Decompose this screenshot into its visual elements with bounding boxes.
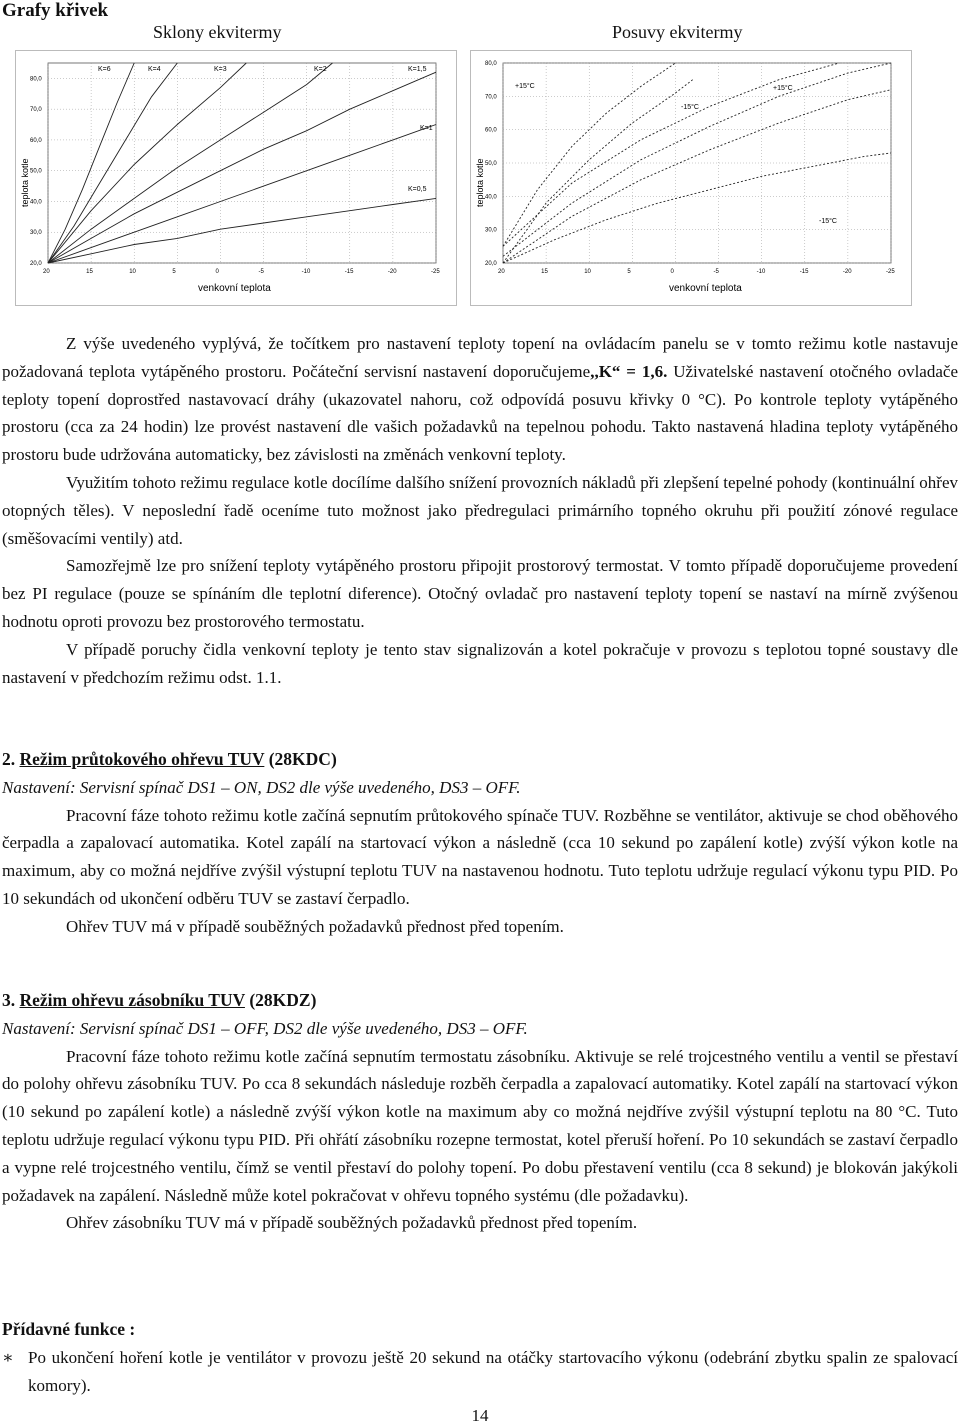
chart-slopes-ytick: 30,0 [30, 230, 42, 237]
chart-slopes-xtick: -5 [258, 269, 264, 275]
extra-functions-item-text: Po ukončení hoření kotle je ventilátor v provozu ještě 20 sekund na otáčky startovacího výkonu (odebrání zbytku spalin ze spalovací komory). [28, 1348, 958, 1395]
chart-slopes-ytick: 60,0 [30, 137, 42, 144]
caption-shifts: Posuvy ekvitermy [612, 22, 743, 42]
chart-shifts-series-line [503, 90, 891, 263]
chart-slopes-ytick: 80,0 [30, 76, 42, 83]
chart-slopes-curve-label: K=1,5 [408, 66, 427, 73]
chart-shifts-xtick: -5 [713, 269, 719, 275]
chart-slopes-xtick: 20 [43, 269, 50, 275]
section-2 [2, 746, 958, 941]
chart-shifts [470, 50, 912, 306]
paragraph-4: V případě poruchy čidla venkovní teploty je tento stav signalizován a kotel pokračuje v provozu s teplotou topné soustavy dle nastavení v předchozím režimu odst. 1.1. [2, 639, 958, 687]
section-2-title: Režim průtokového ohřevu TUV [19, 749, 265, 769]
chart-slopes-xtick: -25 [431, 269, 440, 275]
chart-shifts-curve-label: +15°C [515, 83, 535, 90]
section-3-heading [2, 987, 958, 1015]
chart-shifts-ytick: 30,0 [485, 227, 497, 234]
chart-shifts-xtick: 5 [627, 269, 631, 275]
chart-shifts-xtick: -25 [886, 269, 895, 275]
chart-shifts-xtick: 10 [584, 269, 591, 275]
paragraph-2: Využitím tohoto režimu regulace kotle docílíme dalšího snížení provozních nákladů při zlepšení tepelné pohody (kontinuální ohřev otopných těles). V neposlední řadě oceníme tuto možnost jako předregulaci primárního topného okruhu při použití zónové regulace (směšovacími ventily) atd. [2, 472, 958, 548]
section-3-paragraph-1: Pracovní fáze tohoto režimu kotle začíná sepnutím termostatu zásobníku. Aktivuje se relé trojcestného ventilu a ventil se přestaví do polohy ohřevu zásobníku TUV. Po cca 8 sekundách následuje rozběh čerpadla a zapalovací automatiky. Kotel zapálí na startovací výkon (10 sekund po zapálení kotle) a následně zvýší výkon kotle na maximum aby co možná nejdříve zvýšil výstupní teplotu na 80 °C. Tuto teplotu udržuje regulací výkonu typu PID. Při ohřátí zásobníku rozepne termostat, kotel přeruší hoření. Po 10 sekundách se zastaví čerpadlo a vypne relé trojcestného ventilu, čímž se ventil přestaví do polohy topení. Po dobu přestavení ventilu (cca 8 sekund) je blokován jakýkoli požadavek na zapálení. Následně může kotel pokračovat v ohřevu topného systému (dle požadavku). [2, 1046, 958, 1205]
chart-slopes-curve-label: K=3 [214, 66, 227, 73]
chart-shifts-ytick: 60,0 [485, 127, 497, 134]
section-2-number: 2. [2, 749, 16, 769]
section-2-setting: Nastavení: Servisní spínač DS1 – ON, DS2 dle výše uvedeného, DS3 – OFF. [2, 777, 521, 797]
section-2-heading [2, 746, 958, 774]
chart-slopes-curve-label: K=0,5 [408, 186, 427, 193]
chart-shifts-ylabel: teplota kotle [475, 158, 485, 207]
chart-slopes-curve-label: K=1 [420, 125, 433, 132]
chart-slopes-series-line [48, 63, 177, 263]
caption-slopes: Sklony ekvitermy [153, 22, 282, 42]
chart-shifts-series-line [503, 153, 891, 263]
paragraph-1-rest: Uživatelské nastavení otočného ovladače teploty topení doprostřed nastavovací dráhy (ukazovatel nahoru, což odpovídá posuvu křivky 0 °C). Po kontrole teploty vytápěného prostoru (cca za 24 hodin) lze provést nastavení dle vašich požadavků na tepelnou pohodu. Takto nastavená hladina teploty vytápěného prostoru bude udržována automaticky, bez závislosti na změnách venkovní teploty. [2, 361, 958, 465]
section-3-setting: Nastavení: Servisní spínač DS1 – OFF, DS2 dle výše uvedeného, DS3 – OFF. [2, 1018, 528, 1038]
chart-shifts-ytick: 40,0 [485, 194, 497, 201]
page-number: 14 [471, 1406, 489, 1425]
chart-slopes-xtick: 15 [86, 269, 93, 275]
chart-shifts-xtick: -10 [756, 269, 766, 275]
chart-shifts-xlabel: venkovní teplota [669, 283, 742, 294]
section-2-code: (28KDC) [268, 749, 337, 769]
paragraph-3: Samozřejmě lze pro snížení teploty vytápěného prostoru připojit prostorový termostat. V tomto případě doporučujeme provedení bez PI regulace (pouze se spínáním dle teplotní diference). Otočný ovladač pro nastavení teploty topení se nastaví na mírně zvýšenou hodnotu oproti provozu bez prostorového termostatu. [2, 556, 958, 631]
section-3-number: 3. [2, 990, 16, 1010]
chart-slopes-xtick: 5 [172, 269, 176, 275]
chart-slopes-xtick: -20 [387, 269, 397, 275]
extra-functions-item [2, 1344, 958, 1400]
chart-slopes-ylabel: teplota kotle [20, 158, 30, 207]
section-3-paragraph-2: Ohřev zásobníku TUV má v případě souběžných požadavků přednost před topením. [66, 1213, 638, 1233]
chart-shifts-xtick: -15 [799, 269, 809, 275]
chart-slopes-series-line [48, 63, 333, 263]
chart-shifts-xtick: 20 [498, 269, 505, 275]
paragraph-1-text: Z výše uvedeného vyplývá, že točítkem pro nastavení teploty topení na ovládacím panelu se v tomto režimu kotle nastavuje požadovaná teplota vytápěného prostoru. Počáteční servisní nastavení doporučujeme [2, 334, 958, 381]
extra-functions-title: Přídavné funkce : [2, 1319, 136, 1339]
chart-slopes-series-line [48, 72, 436, 263]
paragraph-1-bold: ,,K“ = 1,6. [590, 361, 668, 381]
chart-shifts-xtick: 0 [670, 269, 674, 275]
text-block-1 [2, 330, 958, 691]
chart-slopes-ytick: 70,0 [30, 107, 42, 114]
section-2-paragraph-1: Pracovní fáze tohoto režimu kotle začíná sepnutím průtokového spínače TUV. Rozběhne se ventilátor, aktivuje se chod oběhového čerpadla a zapalovací automatika. Kotel zapálí na startovací výkon a následně (cca 10 sekund po zapálení kotle) zvýší výkon kotle na maximum, aby co možná nejdříve zvýšil výstupní teplotu TUV na nastavenou hodnotu. Tuto teplotu udržuje regulací výkonu typu PID. Po 10 sekundách od ukončení odběru TUV se zastaví čerpadlo. [2, 805, 958, 908]
chart-shifts-ytick: 80,0 [485, 61, 497, 67]
chart-slopes-xtick: -10 [301, 269, 311, 275]
section-2-paragraph-2: Ohřev TUV má v případě souběžných požadavků přednost před topením. [66, 916, 564, 936]
chart-shifts-curve-label: -15°C [681, 104, 699, 111]
chart-slopes-ytick: 40,0 [30, 199, 42, 206]
paragraph-1 [2, 330, 958, 469]
chart-shifts-curve-label: +15°C [773, 85, 793, 92]
section-heading-curves: Grafy křivek [2, 0, 109, 21]
section-3-code: (28KDZ) [249, 990, 317, 1010]
chart-slopes-curve-label: K=2 [314, 66, 327, 73]
chart-slopes-series-line [48, 198, 436, 263]
chart-slopes-ytick: 50,0 [30, 168, 42, 175]
chart-slopes-series-line [48, 63, 246, 263]
chart-slopes-xtick: 10 [129, 269, 136, 275]
chart-slopes-curve-label: K=6 [98, 66, 111, 73]
section-3 [2, 987, 958, 1237]
chart-slopes-plot-frame [48, 63, 436, 263]
chart-shifts-svg [471, 51, 911, 305]
chart-slopes-svg [16, 51, 456, 305]
bullet-asterisk-icon: ∗ [2, 1348, 14, 1367]
chart-slopes-curve-label: K=4 [148, 66, 161, 73]
chart-slopes-xlabel: venkovní teplota [198, 283, 271, 294]
section-3-title: Režim ohřevu zásobníku TUV [19, 990, 245, 1010]
chart-slopes-ytick: 20,0 [30, 261, 42, 267]
extra-functions-heading [2, 1316, 958, 1344]
chart-shifts-series-line [503, 80, 693, 263]
chart-shifts-xtick: 15 [541, 269, 548, 275]
chart-slopes-xtick: 0 [215, 269, 219, 275]
chart-slopes [15, 50, 457, 306]
chart-shifts-ytick: 50,0 [485, 161, 497, 167]
chart-slopes-xtick: -15 [344, 269, 354, 275]
chart-shifts-ytick: 70,0 [485, 94, 497, 101]
chart-shifts-xtick: -20 [842, 269, 852, 275]
chart-slopes-series-line [48, 125, 436, 264]
chart-shifts-curve-label: -15°C [819, 218, 837, 225]
chart-shifts-ytick: 20,0 [485, 261, 497, 267]
